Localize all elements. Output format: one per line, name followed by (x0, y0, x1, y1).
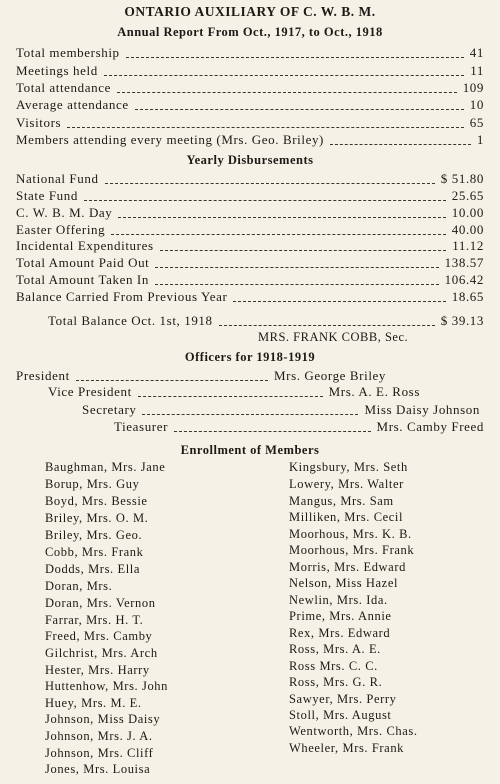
dot-leader (155, 267, 438, 268)
member-name: Wheeler, Mrs. Frank (289, 741, 405, 755)
dot-leader (233, 301, 445, 302)
member-name: Jones, Mrs. Louisa (45, 762, 151, 776)
stat-label: Average attendance (16, 97, 129, 112)
dot-leader (174, 431, 371, 432)
stat-row (16, 79, 484, 96)
member-name: Johnson, Miss Daisy (45, 712, 161, 726)
dot-leader (84, 200, 446, 201)
disbursement-row (16, 254, 484, 271)
member-name: Dodds, Mrs. Ella (45, 562, 141, 576)
stat-value: 65 (469, 115, 484, 130)
member-name: Morris, Mrs. Edward (289, 560, 406, 574)
stat-label: Total attendance (16, 80, 111, 95)
disbursement-row (16, 170, 484, 187)
member-name: Ross, Mrs. G. R. (289, 675, 383, 689)
member-name: Huey, Mrs. M. E. (45, 696, 142, 710)
member-name: Huttenhow, Mrs. John (45, 679, 168, 693)
document-title: ONTARIO AUXILIARY OF C. W. B. M. (124, 4, 376, 19)
stat-value: 41 (469, 45, 484, 60)
disbursement-row (16, 187, 484, 204)
dot-leader (67, 127, 464, 128)
officer-role: Secretary (82, 402, 137, 417)
member-name: Briley, Mrs. O. M. (45, 511, 149, 525)
officer-name: Mrs. Camby Freed (376, 419, 484, 434)
disbursement-value: 18.65 (451, 289, 484, 304)
stat-row (16, 96, 484, 113)
report-subtitle: Annual Report From Oct., 1917, to Oct., 1918 (117, 25, 383, 39)
member-name: Wentworth, Mrs. Chas. (289, 724, 418, 738)
disbursement-row (16, 204, 484, 221)
officer-role: Tieasurer (114, 419, 169, 434)
member-name: Rex, Mrs. Edward (289, 626, 391, 640)
stat-label: Visitors (16, 115, 62, 130)
total-balance-row (48, 312, 484, 329)
disbursement-value: 11.12 (452, 238, 484, 253)
enrollment-heading: Enrollment of Members (180, 443, 320, 457)
disbursement-label: Easter Offering (16, 222, 106, 237)
disbursement-label: Incidental Expenditures (16, 238, 154, 253)
stat-row (16, 62, 484, 79)
disbursement-row (16, 288, 484, 305)
disbursement-value: 40.00 (451, 222, 484, 237)
disbursement-label: Total Amount Taken In (16, 272, 149, 287)
total-balance-label: Total Balance Oct. 1st, 1918 (48, 313, 213, 328)
officer-name: Mrs. A. E. Ross (328, 384, 420, 399)
member-name: Freed, Mrs. Camby (45, 629, 153, 643)
member-name: Newlin, Mrs. Ida. (289, 593, 388, 607)
member-name: Cobb, Mrs. Frank (45, 545, 144, 559)
member-name: Briley, Mrs. Geo. (45, 528, 143, 542)
officers-heading: Officers for 1918-1919 (184, 350, 316, 364)
member-name: Milliken, Mrs. Cecil (289, 510, 404, 524)
member-name: Baughman, Mrs. Jane (45, 460, 166, 474)
disbursement-value: 138.57 (444, 255, 484, 270)
disbursement-value: 25.65 (451, 188, 484, 203)
disbursement-row (16, 221, 484, 238)
member-name: Nelson, Miss Hazel (289, 576, 399, 590)
member-name: Farrar, Mrs. H. T. (45, 613, 144, 627)
member-name: Boyd, Mrs. Bessie (45, 494, 148, 508)
officer-row (82, 401, 480, 418)
officer-row (16, 367, 386, 384)
member-name: Johnson, Mrs. Cliff (45, 746, 154, 760)
disbursement-row (16, 271, 484, 288)
total-balance-value: $ 39.13 (440, 313, 484, 328)
officer-name: Miss Daisy Johnson (364, 402, 480, 417)
stat-row (16, 44, 484, 61)
member-name: Borup, Mrs. Guy (45, 477, 140, 491)
member-name: Lowery, Mrs. Walter (289, 477, 404, 491)
member-name: Doran, Mrs. (45, 579, 113, 593)
disbursement-label: National Fund (16, 171, 99, 186)
stat-value: 1 (476, 132, 484, 147)
disbursement-row (16, 237, 484, 254)
disbursement-label: State Fund (16, 188, 78, 203)
stat-label: Meetings held (16, 63, 98, 78)
dot-leader (219, 325, 435, 326)
member-name: Johnson, Mrs. J. A. (45, 729, 153, 743)
member-name: Moorhous, Mrs. Frank (289, 543, 415, 557)
dot-leader (330, 144, 471, 145)
member-name: Kingsbury, Mrs. Seth (289, 460, 408, 474)
dot-leader (118, 217, 445, 218)
officer-role: Vice President (48, 384, 132, 399)
stat-value: 11 (470, 63, 484, 78)
stat-row (16, 114, 484, 131)
stat-row (16, 131, 484, 148)
disbursement-value: 10.00 (451, 205, 484, 220)
officer-name: Mrs. George Briley (273, 368, 386, 383)
dot-leader (135, 109, 464, 110)
member-name: Moorhous, Mrs. K. B. (289, 527, 412, 541)
dot-leader (111, 234, 445, 235)
officer-row (48, 383, 420, 400)
disbursement-label: Total Amount Paid Out (16, 255, 150, 270)
disbursement-value: $ 51.80 (440, 171, 484, 186)
member-name: Sawyer, Mrs. Perry (289, 692, 397, 706)
stat-label: Members attending every meeting (Mrs. Geo. Briley) (16, 132, 324, 147)
disbursement-label: C. W. B. M. Day (16, 205, 113, 220)
dot-leader (155, 284, 439, 285)
member-name: Ross, Mrs. A. E. (289, 642, 381, 656)
member-name: Stoll, Mrs. August (289, 708, 392, 722)
member-name: Prime, Mrs. Annie (289, 609, 392, 623)
member-name: Doran, Mrs. Vernon (45, 596, 156, 610)
dot-leader (160, 250, 447, 251)
stat-value: 109 (462, 80, 484, 95)
member-name: Gilchrist, Mrs. Arch (45, 646, 158, 660)
dot-leader (138, 396, 323, 397)
member-name: Hester, Mrs. Harry (45, 663, 150, 677)
member-name: Ross Mrs. C. C. (289, 659, 378, 673)
disbursements-heading: Yearly Disbursements (186, 153, 314, 167)
officer-role: President (16, 368, 70, 383)
dot-leader (76, 380, 268, 381)
member-name: Mangus, Mrs. Sam (289, 494, 394, 508)
dot-leader (105, 183, 435, 184)
dot-leader (126, 57, 464, 58)
stat-value: 10 (469, 97, 484, 112)
disbursement-value: 106.42 (444, 272, 484, 287)
disbursement-label: Balance Carried From Previous Year (16, 289, 228, 304)
dot-leader (142, 414, 358, 415)
stat-label: Total membership (16, 45, 120, 60)
secretary-signature: MRS. FRANK COBB, Sec. (258, 330, 409, 344)
officer-row (114, 418, 484, 435)
dot-leader (104, 75, 464, 76)
dot-leader (117, 92, 457, 93)
